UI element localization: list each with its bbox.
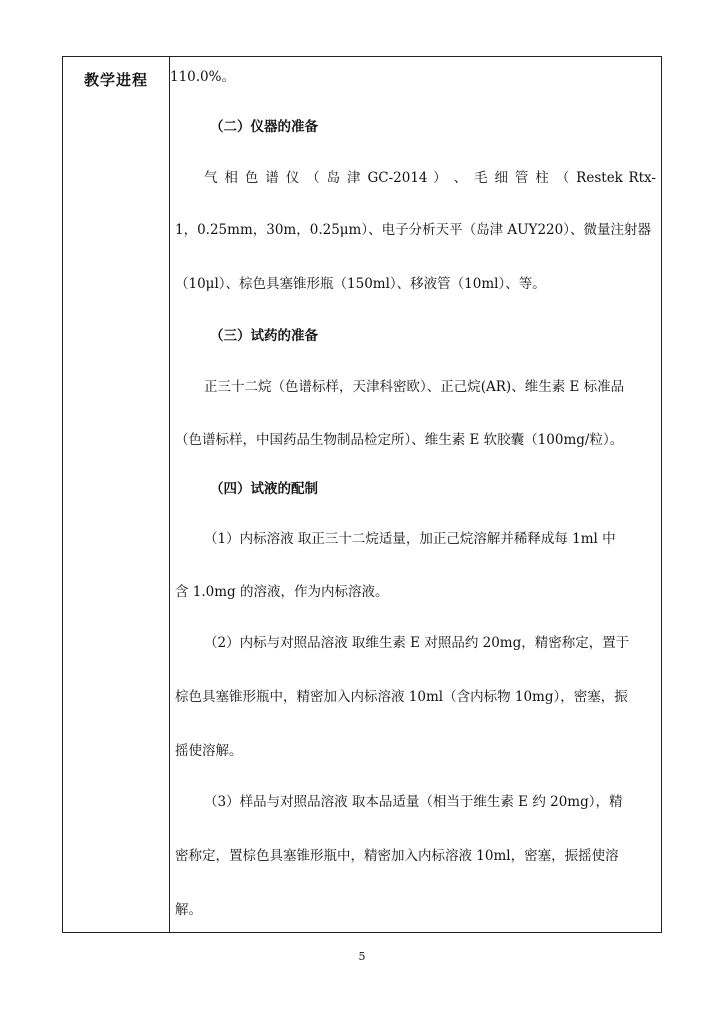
row-label: 教学进程 (83, 71, 148, 89)
content-cell (170, 57, 662, 932)
text-line: （色谱标样，中国药品生物制品检定所）、维生素 E 软胶囊（100mg/粒）。 (175, 432, 624, 448)
text-line: 气 相 色 谱 仪 （ 岛 津 GC-2014 ） 、 毛 细 管 柱 （ Restek Rtx- (204, 170, 656, 186)
text-line: 解。 (175, 902, 202, 918)
text-line: 摇使溶解。 (175, 743, 243, 759)
teaching-table (62, 56, 662, 933)
text-line: （1）内标溶液 取正三十二烷适量，加正己烷溶解并稀释成每 1ml 中 (204, 531, 616, 547)
text-line: 棕色具塞锥形瓶中，精密加入内标溶液 10ml（含内标物 10mg），密塞，振 (175, 689, 628, 705)
text-line: 正三十二烷（色谱标样，天津科密欧）、正己烷(AR)、维生素 E 标准品 (204, 379, 625, 395)
text-line: （3）样品与对照品溶液 取本品适量（相当于维生素 E 约 20mg），精 (204, 794, 623, 810)
section-heading: （三）试药的准备 (210, 328, 318, 344)
text-line: 含 1.0mg 的溶液，作为内标溶液。 (175, 584, 389, 600)
section-heading: （二）仪器的准备 (210, 119, 318, 135)
text-line: （2）内标与对照品溶液 取维生素 E 对照品约 20mg，精密称定，置于 (204, 635, 630, 651)
section-heading: （四）试液的配制 (210, 481, 318, 497)
text-line: 密称定，置棕色具塞锥形瓶中，精密加入内标溶液 10ml，密塞，振摇使溶 (175, 848, 619, 864)
page-number: 5 (358, 950, 366, 963)
text-line: 110.0%。 (170, 69, 235, 85)
text-line: （10μl）、棕色具塞锥形瓶（150ml）、移液管（10ml）、等。 (175, 276, 546, 292)
text-line: 1，0.25mm，30m，0.25μm）、电子分析天平（岛津 AUY220）、微量注射器 (175, 222, 651, 238)
